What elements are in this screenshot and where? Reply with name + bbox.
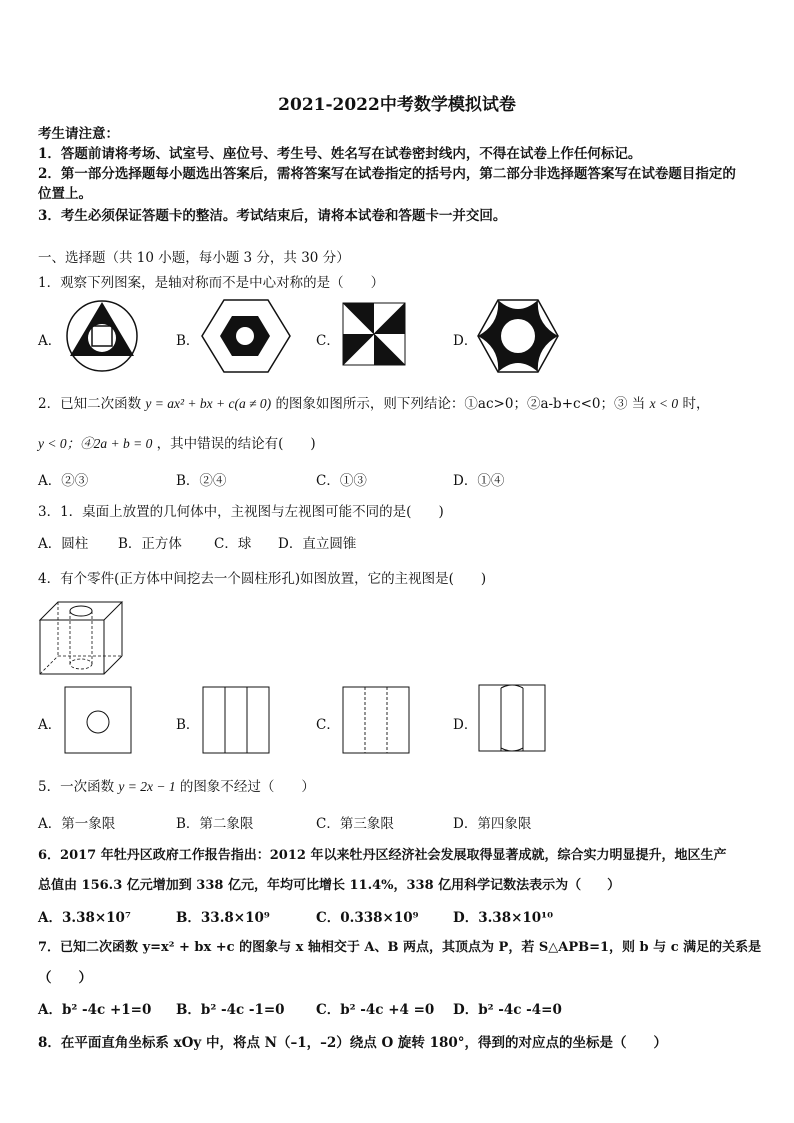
option-c: C．b² -4c +4 =0 [316,1002,435,1018]
notice-item: 1．答题前请将考场、试室号、座位号、考生号、姓名写在试卷密封线内，不得在试卷上作任何标记。 [38,146,642,162]
view-rect-with-cylinder [478,684,548,754]
option-a: A．圆柱 [38,536,89,552]
figure-hexagon-nut [202,298,292,376]
option-a-label: A． [38,717,62,733]
q5-stem-a: 5．一次函数 [38,779,115,795]
option-d-label: D． [453,333,478,349]
option-b-label: B． [176,717,200,733]
figure-circle-triangle-square [64,298,144,376]
option-b-label: B． [176,333,200,349]
option-d: D．①④ [453,473,505,489]
option-c: C．0.338×10⁹ [316,910,419,926]
question-1-stem: 1．观察下列图案，是轴对称而不是中心对称的是（ ） [38,275,385,291]
option-d: D．直立圆锥 [278,536,357,552]
option-c: C．①③ [316,473,367,489]
option-a: A．b² -4c +1=0 [38,1002,152,1018]
question-3-stem: 3．1．桌面上放置的几何体中，主视图与左视图可能不同的是( ) [38,504,444,520]
option-b: B．b² -4c -1=0 [176,1002,285,1018]
option-c-label: C． [316,333,340,349]
option-d-label: D． [453,717,478,733]
view-rect-solid-lines [202,686,270,754]
q5-formula: y = 2x − 1 [118,779,176,794]
question-7-line1: 7．已知二次函数 y=x² + bx +c 的图象与 x 轴相交于 A、B 两点，其顶点为 P，若 S△APB=1，则 b 与 c 满足的关系是 [38,940,762,955]
option-d: D．3.38×10¹⁰ [453,910,554,926]
question-6-line1: 6．2017 年牡丹区政府工作报告指出：2012 年以来牡丹区经济社会发展取得显著成就，综合实力明显提升，地区生产 [38,848,727,863]
q2-condition: x < 0 [649,396,679,411]
question-2-line2 [38,432,316,452]
option-c-label: C． [316,717,340,733]
option-a: A．3.38×10⁷ [38,910,131,926]
option-a: A．②③ [38,473,89,489]
question-2-stem [38,392,709,412]
view-rect-dashed-lines [342,686,410,754]
option-b: B．②④ [176,473,227,489]
section-heading: 一、选择题（共 10 小题，每小题 3 分，共 30 分） [38,250,350,266]
question-7-line2: （ ） [38,970,92,986]
question-4-stem: 4．有个零件(正方体中间挖去一个圆柱形孔)如图放置，它的主视图是( ) [38,571,487,587]
figure-hexagon-star [478,298,560,376]
option-a: A．第一象限 [38,816,116,832]
option-b: B．第二象限 [176,816,254,832]
q5-stem-b: 的图象不经过（ ） [179,779,315,795]
option-d: D．b² -4c -4=0 [453,1002,562,1018]
option-c: C．第三象限 [316,816,394,832]
option-b: B．正方体 [118,536,182,552]
q2-stem-a: 2．已知二次函数 [38,396,142,412]
q2-stem-b: 的图象如图所示，则下列结论：①ac>0；②a-b+c<0；③ 当 [275,396,646,412]
view-square-with-circle [64,686,132,754]
option-b: B．33.8×10⁹ [176,910,270,926]
page-title: 2021-2022中考数学模拟试卷 [278,95,516,115]
notice-item: 位置上。 [38,186,92,202]
q2-stem-c: 时， [682,396,710,412]
question-5-stem [38,775,315,795]
notice-item: 2．第一部分选择题每小题选出答案后，需将答案写在试卷指定的括号内，第二部分非选择题答案写在试卷题目指定的 [38,166,736,182]
question-6-line2: 总值由 156.3 亿元增加到 338 亿元，年均可比增长 11.4%，338 亿用科学记数法表示为（ ） [38,878,621,893]
figure-cube-with-hole [38,598,124,676]
question-8-stem: 8．在平面直角坐标系 xOy 中，将点 N（–1，–2）绕点 O 旋转 180°，得到的对应点的坐标是（ ） [38,1035,668,1051]
notice-item: 3．考生必须保证答题卡的整洁。考试结束后，请将本试卷和答题卡一并交回。 [38,208,507,224]
notice-heading: 考生请注意： [38,126,119,142]
option-d: D．第四象限 [453,816,532,832]
figure-pinwheel [342,302,408,368]
q2-line2-formula: y < 0；④2a + b = 0 [38,436,153,451]
q2-formula: y = ax² + bx + c(a ≠ 0) [145,396,272,411]
option-a-label: A． [38,333,62,349]
option-c: C．球 [214,536,252,552]
q2-line2-text: ，其中错误的结论有( ) [156,436,316,452]
